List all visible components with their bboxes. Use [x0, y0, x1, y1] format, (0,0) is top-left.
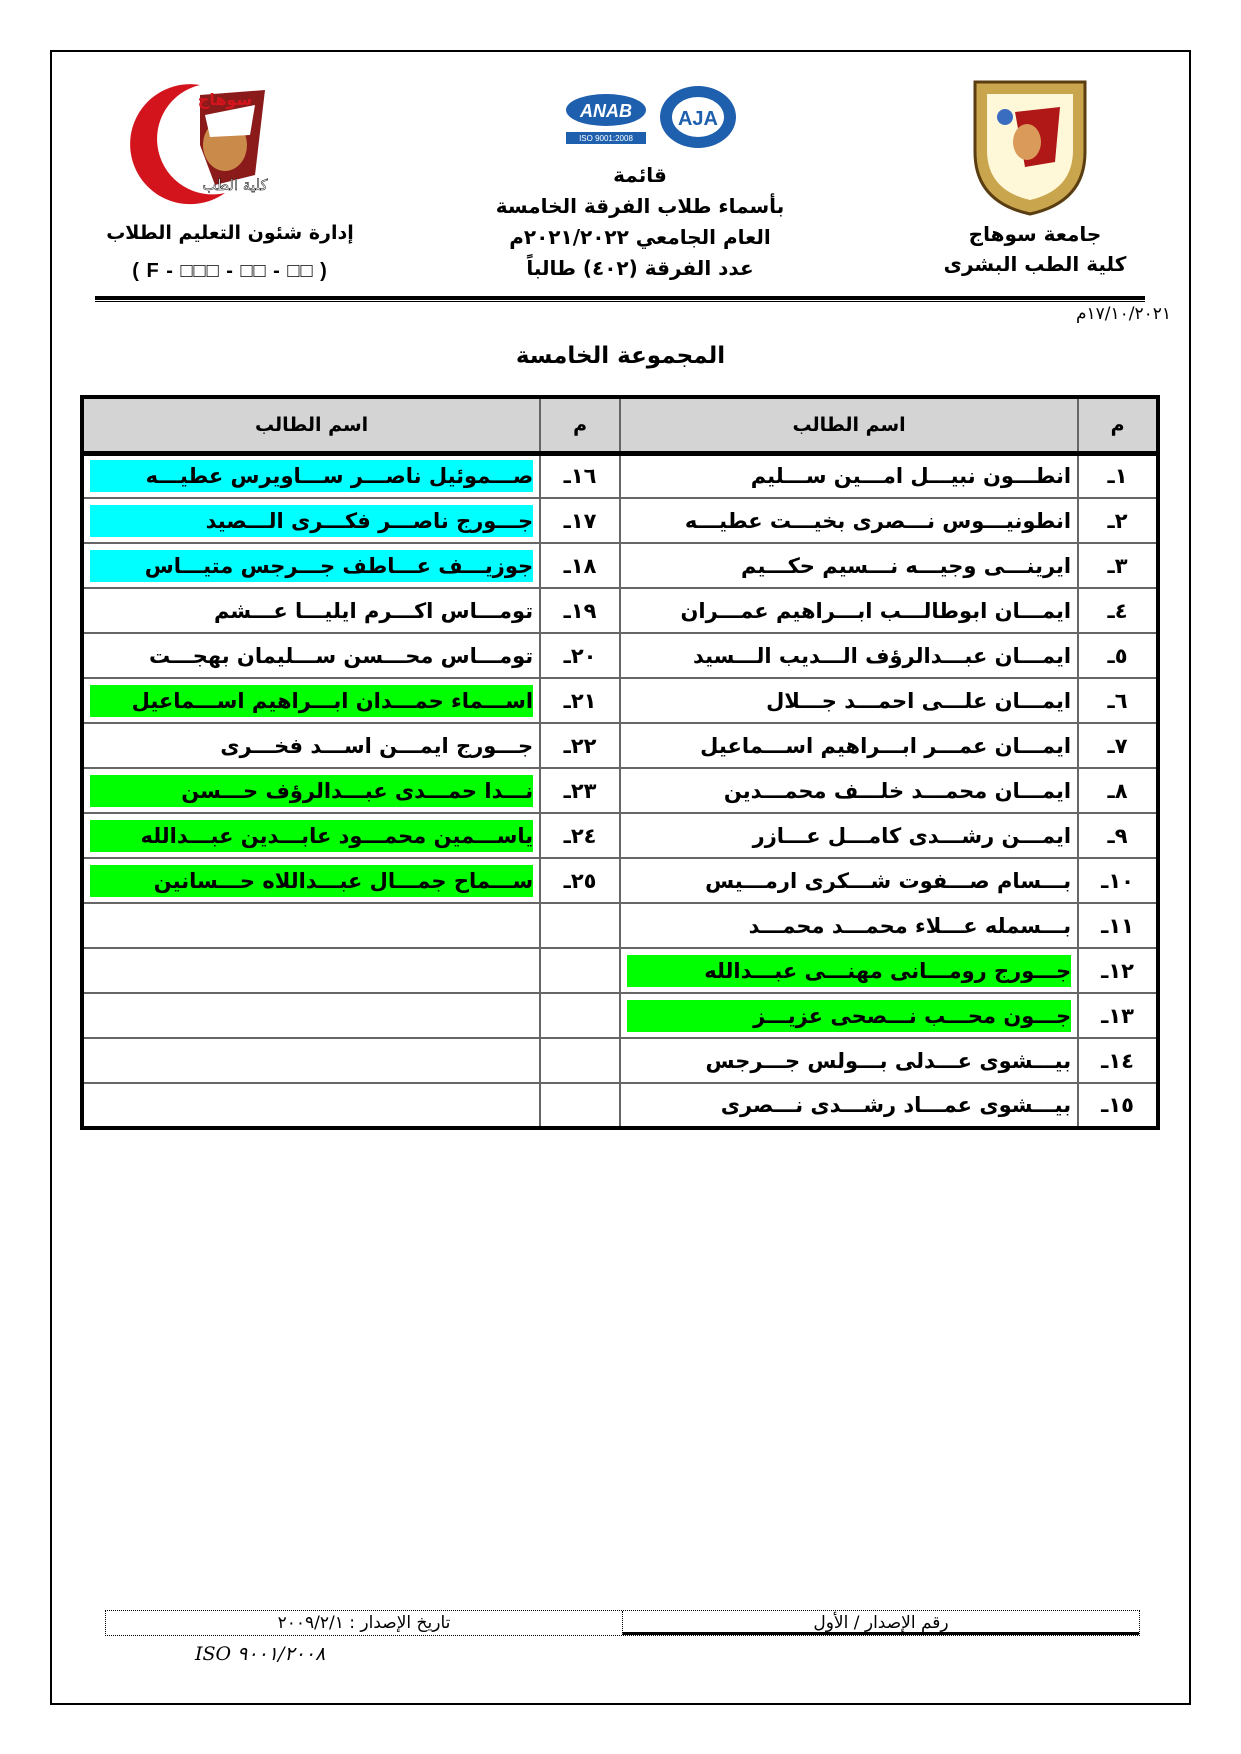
row-number: ٢١ـ: [540, 678, 620, 723]
table-row: [82, 1083, 1158, 1128]
col-header-name: اسم الطالب: [82, 397, 540, 453]
student-name: اســـماء حمـــدان ابـــراهيم اســـماعيل: [90, 685, 533, 717]
aja-logo: [658, 84, 738, 150]
col-header-num: م: [540, 397, 620, 453]
student-name-cell: [620, 903, 1078, 948]
heading-line: عدد الفرقة (٤٠٢) طالباً: [526, 256, 754, 280]
row-number: ١٨ـ: [540, 543, 620, 588]
svg-text:سوهاج: سوهاج: [197, 90, 253, 109]
student-name: تومـــاس اكـــرم ايليـــا عـــشم: [213, 598, 534, 623]
student-name-cell: [620, 723, 1078, 768]
table-row: [82, 948, 1158, 993]
svg-text:كلية الطب: كلية الطب: [202, 176, 268, 194]
row-number: ٩ـ: [1078, 813, 1158, 858]
row-number: ٧ـ: [1078, 723, 1158, 768]
table-row: [82, 723, 1158, 768]
student-name-cell: [620, 633, 1078, 678]
student-name-cell: [82, 948, 540, 993]
svg-text:ISO 9001:2008: ISO 9001:2008: [579, 134, 633, 143]
document-heading: [470, 160, 810, 284]
student-name-cell: [82, 993, 540, 1038]
header-divider: [95, 296, 1145, 300]
row-number: ٢٠ـ: [540, 633, 620, 678]
student-name-cell: [82, 903, 540, 948]
table-row: [82, 633, 1158, 678]
table-row: [82, 993, 1158, 1038]
student-name-cell: [82, 678, 540, 723]
row-number: ١٥ـ: [1078, 1083, 1158, 1128]
footer-box: [105, 1610, 1140, 1636]
student-name: جـــورج رومـــانى مهنـــى عبـــدالله: [627, 955, 1071, 987]
heading-line: قائمة: [613, 163, 667, 187]
row-number: ٨ـ: [1078, 768, 1158, 813]
issue-date: تاريخ الإصدار : ٢٠٠٩/٢/١: [277, 1613, 451, 1633]
student-name: تومـــاس محـــسن ســـليمان بهجـــت: [148, 643, 534, 668]
row-number: ١٦ـ: [540, 453, 620, 498]
student-name: ســـماح جمـــال عبـــداللاه حـــسانين: [90, 865, 533, 897]
student-name-cell: [82, 1038, 540, 1083]
department-name: إدارة شئون التعليم الطلاب: [106, 222, 354, 244]
document-date: ١٧/١٠/٢٠٢١م: [1075, 304, 1171, 324]
heading-line: العام الجامعي ٢٠٢١/٢٠٢٢م: [509, 225, 771, 249]
student-name: ايرينـــى وجيـــه نـــسيم حكـــيم: [741, 553, 1072, 578]
student-name-cell: [82, 813, 540, 858]
table-row: [82, 1038, 1158, 1083]
row-number: [540, 948, 620, 993]
row-number: ٥ـ: [1078, 633, 1158, 678]
student-name: ايمـــان عبـــدالرؤف الـــديب الـــسيد: [692, 643, 1072, 668]
student-name: ايمـــن رشـــدى كامـــل عـــازر: [752, 823, 1072, 848]
table-row: [82, 543, 1158, 588]
student-name-cell: [620, 993, 1078, 1038]
student-name-cell: [620, 768, 1078, 813]
student-name-cell: [620, 543, 1078, 588]
sohag-university-logo: [965, 72, 1095, 217]
student-name: بـــسمله عـــلاء محمـــد محمـــد: [748, 913, 1072, 938]
table-row: [82, 858, 1158, 903]
row-number: [540, 993, 620, 1038]
row-number: [540, 1083, 620, 1128]
student-name-cell: [82, 768, 540, 813]
anab-logo: [560, 90, 652, 146]
row-number: ٢ـ: [1078, 498, 1158, 543]
student-name-cell: [82, 633, 540, 678]
header-divider-thin: [95, 301, 1145, 302]
row-number: ٢٤ـ: [540, 813, 620, 858]
col-header-name: اسم الطالب: [620, 397, 1078, 453]
student-name-cell: [82, 498, 540, 543]
student-name: انطونيـــوس نـــصرى بخيـــت عطيـــه: [684, 508, 1072, 533]
table-row: [82, 813, 1158, 858]
faculty-name: كلية الطب البشرى: [943, 252, 1127, 276]
row-number: ١٩ـ: [540, 588, 620, 633]
student-name-cell: [620, 588, 1078, 633]
student-name: جـــون محـــب نـــصحى عزيـــز: [627, 1000, 1071, 1032]
student-name: بيـــشوى عمـــاد رشـــدى نـــصرى: [720, 1093, 1072, 1117]
form-code: ( F - □□□ - □□ - □□ ): [132, 260, 328, 282]
table-row: [82, 453, 1158, 498]
iso-label: ISO ٩٠٠١/٢٠٠٨: [195, 1643, 326, 1665]
student-name: جـــورج ناصـــر فكـــرى الـــصيد: [90, 505, 533, 537]
row-number: ١٧ـ: [540, 498, 620, 543]
group-title: المجموعة الخامسة: [515, 343, 726, 369]
row-number: ١١ـ: [1078, 903, 1158, 948]
student-name: ايمـــان عمـــر ابـــراهيم اســـماعيل: [700, 733, 1072, 758]
row-number: [540, 903, 620, 948]
faculty-medicine-logo: [105, 75, 305, 205]
student-name: بـــسام صـــفوت شـــكرى ارمـــيس: [705, 868, 1072, 893]
heading-line: بأسماء طلاب الفرقة الخامسة: [495, 194, 785, 218]
row-number: ١٤ـ: [1078, 1038, 1158, 1083]
student-name-cell: [620, 498, 1078, 543]
student-name: ياســـمين محمـــود عابـــدين عبـــدالله: [90, 820, 533, 852]
student-name: بيـــشوى عـــدلى بـــولس جـــرجس: [705, 1048, 1072, 1073]
student-name: انطـــون نبيـــل امـــين ســـليم: [750, 464, 1072, 489]
row-number: ١٠ـ: [1078, 858, 1158, 903]
student-name-cell: [620, 453, 1078, 498]
svg-text:AJA: AJA: [677, 108, 719, 130]
table-row: [82, 768, 1158, 813]
student-name: جـــورج ايمـــن اســـد فخـــرى: [220, 733, 534, 758]
row-number: ٦ـ: [1078, 678, 1158, 723]
edition-number: رقم الإصدار / الأول: [622, 1611, 1139, 1635]
student-name-cell: [620, 858, 1078, 903]
student-name: ايمـــان محمـــد خلـــف محمـــدين: [723, 778, 1072, 803]
row-number: ١ـ: [1078, 453, 1158, 498]
row-number: ٢٥ـ: [540, 858, 620, 903]
row-number: ١٣ـ: [1078, 993, 1158, 1038]
student-name-cell: [82, 588, 540, 633]
student-name-cell: [620, 1038, 1078, 1083]
table-row: [82, 903, 1158, 948]
row-number: ١٢ـ: [1078, 948, 1158, 993]
row-number: ٣ـ: [1078, 543, 1158, 588]
student-name-cell: [82, 1083, 540, 1128]
row-number: ٢٣ـ: [540, 768, 620, 813]
student-name-cell: [82, 453, 540, 498]
student-name-cell: [82, 858, 540, 903]
student-name-cell: [620, 1083, 1078, 1128]
svg-text:ANAB: ANAB: [580, 101, 632, 121]
student-name-cell: [620, 678, 1078, 723]
university-name: جامعة سوهاج: [968, 222, 1102, 246]
table-row: [82, 498, 1158, 543]
student-name: جوزيـــف عـــاطف جـــرجس متيـــاس: [90, 550, 533, 582]
table-header-row: [82, 397, 1158, 453]
student-name: نـــدا حمـــدى عبـــدالرؤف حـــسن: [90, 775, 533, 807]
row-number: [540, 1038, 620, 1083]
col-header-num: م: [1078, 397, 1158, 453]
table-row: [82, 588, 1158, 633]
row-number: ٤ـ: [1078, 588, 1158, 633]
row-number: ٢٢ـ: [540, 723, 620, 768]
table-row: [82, 678, 1158, 723]
student-name-cell: [620, 948, 1078, 993]
students-table: [80, 395, 1160, 1130]
student-name-cell: [620, 813, 1078, 858]
student-name: صـــموئيل ناصـــر ســـاويرس عطيـــه: [90, 460, 533, 492]
student-name-cell: [82, 543, 540, 588]
student-name: ايمـــان ابوطالـــب ابـــراهيم عمـــران: [680, 598, 1072, 623]
student-name-cell: [82, 723, 540, 768]
student-name: ايمـــان علـــى احمـــد جـــلال: [766, 688, 1072, 713]
